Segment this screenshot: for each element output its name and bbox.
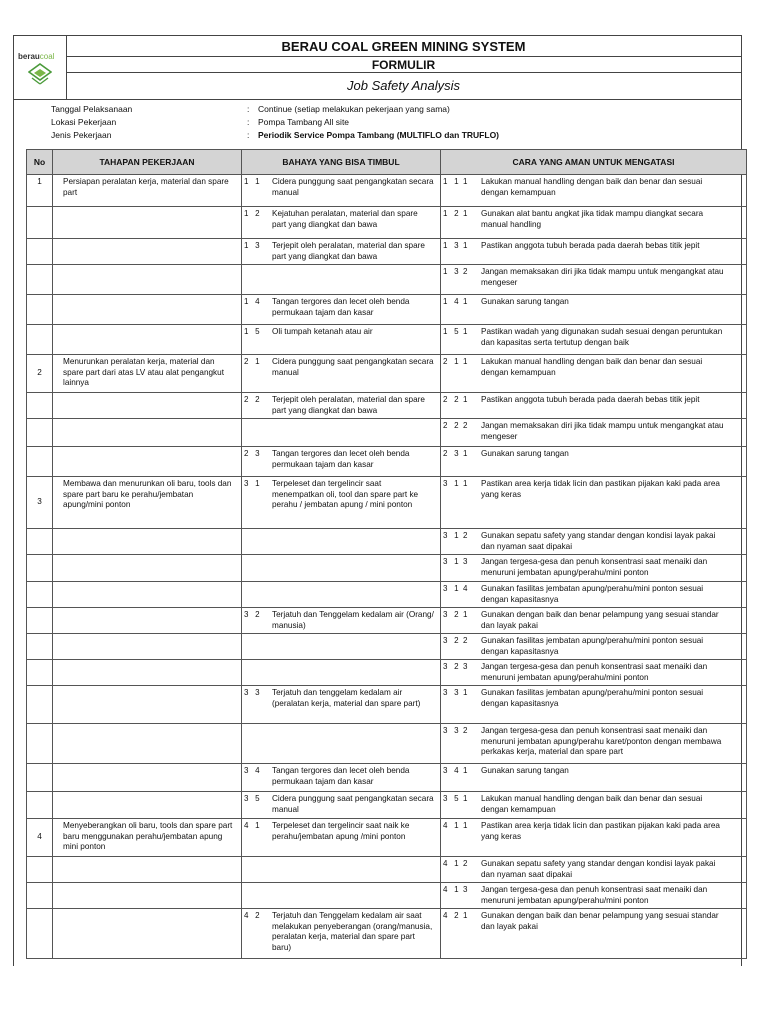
table-row [27, 857, 747, 883]
info-label: Jenis Pekerjaan [51, 130, 112, 140]
table-row [27, 724, 747, 764]
cell-hazard [242, 477, 441, 529]
hazard-index: 2 3 [244, 449, 260, 458]
cell-no [27, 239, 53, 265]
cell-hazard [242, 686, 441, 724]
control-text: Gunakan sepatu safety yang standar dengan kondisi layak pakai dan nyaman saat dipakai [481, 859, 716, 879]
cell-control [441, 295, 747, 325]
control-text: Jangan memaksakan diri jika tidak mampu untuk mengangkat atau mengeser [481, 267, 724, 287]
table-row [27, 883, 747, 909]
cell-hazard [242, 582, 441, 608]
hazard-text: Tangan tergores dan lecet oleh benda permukaan tajam dan kasar [272, 449, 410, 469]
jsa-table [26, 149, 747, 959]
cell-step [53, 477, 242, 529]
logo-wordmark [18, 52, 54, 61]
hazard-text: Terjepit oleh peralatan, material dan spare part yang diangkat dan bawa [272, 241, 425, 261]
cell-hazard [242, 175, 441, 207]
control-index: 3 2 3 [443, 662, 468, 671]
cell-hazard [242, 419, 441, 447]
control-text: Pastikan wadah yang digunakan sudah sesuai dengan peruntukan dan kapasitas serta tertutup dengan baik [481, 327, 723, 347]
control-index: 2 1 1 [443, 357, 468, 366]
cell-no [27, 325, 53, 355]
cell-control [441, 819, 747, 857]
cell-no [27, 447, 53, 477]
hazard-index: 1 3 [244, 241, 260, 250]
cell-control [441, 883, 747, 909]
form-title: Job Safety Analysis [347, 78, 460, 93]
table-row [27, 265, 747, 295]
company-title: BERAU COAL GREEN MINING SYSTEM [66, 36, 741, 57]
table-row [27, 582, 747, 608]
cell-step [53, 239, 242, 265]
hazard-index: 2 2 [244, 395, 260, 404]
cell-control [441, 447, 747, 477]
cell-step [53, 175, 242, 207]
cell-hazard [242, 634, 441, 660]
cell-no [27, 724, 53, 764]
cell-control [441, 265, 747, 295]
control-text: Gunakan dengan baik dan benar pelampung yang sesuai standar dan layak pakai [481, 911, 719, 931]
control-text: Pastikan anggota tubuh berada pada daerah bebas titik jepit [481, 241, 700, 250]
cell-no [27, 686, 53, 724]
logo-text-main: berau [18, 52, 40, 61]
col-header-step: TAHAPAN PEKERJAAN [53, 150, 242, 175]
cell-no [27, 265, 53, 295]
cell-hazard [242, 883, 441, 909]
cell-step [53, 764, 242, 792]
hazard-text: Cidera punggung saat pengangkatan secara manual [272, 794, 434, 814]
hazard-text: Tangan tergores dan lecet oleh benda permukaan tajam dan kasar [272, 766, 410, 786]
control-text: Jangan tergesa-gesa dan penuh konsentrasi saat menaiki dan menuruni jembatan apung/perahu/mini ponton [481, 885, 708, 905]
control-text: Gunakan fasilitas jembatan apung/perahu/mini ponton sesuai dengan kapasitasnya [481, 688, 704, 708]
control-index: 1 1 1 [443, 177, 468, 186]
cell-no [27, 555, 53, 582]
info-colon: : [247, 130, 250, 140]
cell-control [441, 207, 747, 239]
control-index: 3 1 2 [443, 531, 468, 540]
info-colon: : [247, 117, 250, 127]
table-row [27, 634, 747, 660]
control-index: 1 3 1 [443, 241, 468, 250]
cell-no [27, 608, 53, 634]
hazard-text: Cidera punggung saat pengangkatan secara manual [272, 177, 434, 197]
cell-no [27, 857, 53, 883]
cell-control [441, 764, 747, 792]
logo-text-accent: coal [39, 52, 55, 61]
cell-step [53, 724, 242, 764]
table-body [27, 175, 747, 959]
cell-control [441, 686, 747, 724]
hazard-index: 3 3 [244, 688, 260, 697]
control-index: 4 2 1 [443, 911, 468, 920]
cell-step [53, 634, 242, 660]
cell-no [27, 582, 53, 608]
cell-step [53, 393, 242, 419]
cell-hazard [242, 295, 441, 325]
control-text: Pastikan area kerja tidak licin dan pastikan pijakan kaki pada area yang keras [481, 479, 720, 499]
control-index: 4 1 3 [443, 885, 468, 894]
hazard-text: Kejatuhan peralatan, material dan spare part yang diangkat dan bawa [272, 209, 418, 229]
control-index: 3 3 1 [443, 688, 468, 697]
cell-control [441, 239, 747, 265]
berau-logo-icon [28, 63, 52, 85]
hazard-text: Terjepit oleh peralatan, material dan spare part yang diangkat dan bawa [272, 395, 425, 415]
info-colon: : [247, 104, 250, 114]
cell-hazard [242, 764, 441, 792]
cell-step [53, 325, 242, 355]
cell-hazard [242, 355, 441, 393]
jsa-form-sheet [13, 35, 742, 966]
table-row [27, 419, 747, 447]
info-value: Continue (setiap melakukan pekerjaan yang sama) [258, 104, 450, 114]
control-text: Lakukan manual handling dengan baik dan benar dan sesuai dengan kemampuan [481, 177, 703, 197]
hazard-index: 3 5 [244, 794, 260, 803]
control-index: 4 1 1 [443, 821, 468, 830]
table-row [27, 792, 747, 819]
hazard-index: 1 1 [244, 177, 260, 186]
cell-step [53, 660, 242, 686]
control-index: 1 5 1 [443, 327, 468, 336]
hazard-text: Terpeleset dan tergelincir saat naik ke perahu/jembatan apung /mini ponton [272, 821, 410, 841]
cell-hazard [242, 265, 441, 295]
control-text: Gunakan sarung tangan [481, 297, 569, 306]
cell-step [53, 792, 242, 819]
hazard-text: Terpeleset dan tergelincir saat menempatkan oli, tool dan spare part ke perahu / jembatan apung / mini ponton [272, 479, 419, 509]
control-text: Gunakan dengan baik dan benar pelampung yang sesuai standar dan layak pakai [481, 610, 719, 630]
step-text: Menyeberangkan oli baru, tools dan spare part baru menggunakan perahu/jembatan apung mini ponton [63, 821, 233, 851]
table-row [27, 608, 747, 634]
cell-hazard [242, 660, 441, 686]
cell-control [441, 477, 747, 529]
cell-no [27, 419, 53, 447]
table-row [27, 393, 747, 419]
hazard-index: 4 1 [244, 821, 260, 830]
control-text: Jangan tergesa-gesa dan penuh konsentrasi saat menaiki dan menuruni jembatan apung/perahu karet/ponton dengan membawa perkakas kerja, material dan spare part [481, 726, 722, 756]
hazard-text: Terjatuh dan tenggelam kedalam air (peralatan kerja, material dan spare part) [272, 688, 421, 708]
cell-no [27, 529, 53, 555]
cell-hazard [242, 239, 441, 265]
control-index: 1 2 1 [443, 209, 468, 218]
cell-step [53, 857, 242, 883]
cell-step [53, 686, 242, 724]
table-row [27, 207, 747, 239]
control-index: 3 5 1 [443, 794, 468, 803]
cell-no [27, 295, 53, 325]
cell-no [27, 883, 53, 909]
cell-step [53, 819, 242, 857]
control-text: Gunakan fasilitas jembatan apung/perahu/mini ponton sesuai dengan kapasitasnya [481, 636, 704, 656]
hazard-text: Terjatuh dan Tenggelam kedalam air saat melakukan penyeberangan (orang/manusia, peralatan kerja, material dan spare part baru) [272, 911, 433, 952]
cell-step [53, 529, 242, 555]
cell-no [27, 792, 53, 819]
info-row-job-type [14, 130, 741, 143]
control-index: 3 1 3 [443, 557, 468, 566]
hazard-text: Cidera punggung saat pengangkatan secara manual [272, 357, 434, 377]
control-index: 3 3 2 [443, 726, 468, 735]
cell-hazard [242, 207, 441, 239]
company-logo [14, 36, 67, 99]
cell-control [441, 555, 747, 582]
step-text: Membawa dan menurunkan oli baru, tools dan spare part baru ke perahu/jembatan apung/mini ponton [63, 479, 232, 509]
table-row [27, 447, 747, 477]
cell-hazard [242, 792, 441, 819]
cell-no [27, 207, 53, 239]
control-text: Gunakan sepatu safety yang standar dengan kondisi layak pakai dan nyaman saat dipakai [481, 531, 716, 551]
control-index: 3 1 1 [443, 479, 468, 488]
control-index: 3 4 1 [443, 766, 468, 775]
hazard-index: 1 2 [244, 209, 260, 218]
control-text: Pastikan anggota tubuh berada pada daerah bebas titik jepit [481, 395, 700, 404]
hazard-text: Terjatuh dan Tenggelam kedalam air (Orang/ manusia) [272, 610, 434, 630]
hazard-text: Tangan tergores dan lecet oleh benda permukaan tajam dan kasar [272, 297, 410, 317]
cell-no [27, 909, 53, 959]
control-text: Jangan tergesa-gesa dan penuh konsentrasi saat menaiki dan menuruni jembatan apung/perahu/mini ponton [481, 557, 708, 577]
cell-control [441, 325, 747, 355]
control-index: 3 2 1 [443, 610, 468, 619]
table-row [27, 660, 747, 686]
step-text: Persiapan peralatan kerja, material dan spare part [63, 177, 229, 197]
cell-hazard [242, 724, 441, 764]
control-index: 4 1 2 [443, 859, 468, 868]
cell-control [441, 419, 747, 447]
cell-no: 1 [27, 175, 53, 207]
table-row [27, 477, 747, 529]
table-row [27, 555, 747, 582]
control-text: Pastikan area kerja tidak licin dan pastikan pijakan kaki pada area yang keras [481, 821, 720, 841]
cell-control [441, 792, 747, 819]
control-index: 3 2 2 [443, 636, 468, 645]
table-row [27, 175, 747, 207]
cell-step [53, 909, 242, 959]
control-index: 3 1 4 [443, 584, 468, 593]
form-header [14, 36, 741, 100]
col-header-hazard: BAHAYA YANG BISA TIMBUL [242, 150, 441, 175]
cell-step [53, 265, 242, 295]
cell-no [27, 393, 53, 419]
cell-hazard [242, 325, 441, 355]
cell-step [53, 883, 242, 909]
cell-hazard [242, 909, 441, 959]
cell-hazard [242, 555, 441, 582]
cell-hazard [242, 608, 441, 634]
cell-step [53, 295, 242, 325]
cell-step [53, 608, 242, 634]
cell-no [27, 660, 53, 686]
cell-control [441, 529, 747, 555]
cell-step [53, 447, 242, 477]
table-row [27, 325, 747, 355]
hazard-index: 3 2 [244, 610, 260, 619]
control-text: Gunakan sarung tangan [481, 766, 569, 775]
cell-no: 2 [27, 355, 53, 393]
cell-control [441, 393, 747, 419]
table-row [27, 529, 747, 555]
cell-step [53, 419, 242, 447]
hazard-index: 1 4 [244, 297, 260, 306]
cell-hazard [242, 393, 441, 419]
cell-hazard [242, 447, 441, 477]
info-value: Periodik Service Pompa Tambang (MULTIFLO dan TRUFLO) [258, 130, 500, 140]
control-text: Jangan memaksakan diri jika tidak mampu untuk mengangkat atau mengeser [481, 421, 724, 441]
control-index: 2 3 1 [443, 449, 468, 458]
info-label: Tanggal Pelaksanaan [51, 104, 133, 114]
cell-hazard [242, 819, 441, 857]
control-text: Jangan tergesa-gesa dan penuh konsentrasi saat menaiki dan menuruni jembatan apung/perahu/mini ponton [481, 662, 708, 682]
hazard-index: 1 5 [244, 327, 260, 336]
cell-control [441, 355, 747, 393]
col-header-control: CARA YANG AMAN UNTUK MENGATASI [441, 150, 747, 175]
cell-control [441, 857, 747, 883]
info-value: Pompa Tambang All site [258, 117, 350, 127]
table-row [27, 764, 747, 792]
info-label: Lokasi Pekerjaan [51, 117, 117, 127]
cell-hazard [242, 857, 441, 883]
table-row [27, 686, 747, 724]
hazard-index: 4 2 [244, 911, 260, 920]
cell-step [53, 207, 242, 239]
info-row-date [14, 104, 741, 117]
cell-no: 4 [27, 819, 53, 857]
control-index: 2 2 1 [443, 395, 468, 404]
cell-control [441, 909, 747, 959]
control-text: Lakukan manual handling dengan baik dan benar dan sesuai dengan kemampuan [481, 794, 703, 814]
table-header-row [27, 150, 747, 175]
hazard-index: 2 1 [244, 357, 260, 366]
control-index: 2 2 2 [443, 421, 468, 430]
cell-control [441, 634, 747, 660]
control-text: Gunakan alat bantu angkat jika tidak mampu diangkat secara manual handling [481, 209, 704, 229]
cell-no [27, 634, 53, 660]
cell-step [53, 582, 242, 608]
control-text: Gunakan sarung tangan [481, 449, 569, 458]
cell-no: 3 [27, 477, 53, 529]
cell-step [53, 555, 242, 582]
cell-control [441, 175, 747, 207]
control-text: Gunakan fasilitas jembatan apung/perahu/mini ponton sesuai dengan kapasitasnya [481, 584, 704, 604]
cell-control [441, 660, 747, 686]
hazard-text: Oli tumpah ketanah atau air [272, 327, 373, 336]
cell-control [441, 724, 747, 764]
table-row [27, 239, 747, 265]
step-text: Menurunkan peralatan kerja, material dan spare part dari atas LV atau alat pengangkut lainnya [63, 357, 224, 387]
table-row [27, 295, 747, 325]
table-row [27, 819, 747, 857]
cell-control [441, 608, 747, 634]
hazard-index: 3 1 [244, 479, 260, 488]
form-label: FORMULIR [66, 57, 741, 73]
hazard-index: 3 4 [244, 766, 260, 775]
control-text: Lakukan manual handling dengan baik dan benar dan sesuai dengan kemampuan [481, 357, 703, 377]
cell-hazard [242, 529, 441, 555]
control-index: 1 3 2 [443, 267, 468, 276]
info-row-location [14, 117, 741, 130]
table-row [27, 909, 747, 959]
cell-control [441, 582, 747, 608]
table-row [27, 355, 747, 393]
cell-no [27, 764, 53, 792]
col-header-no: No [27, 150, 53, 175]
control-index: 1 4 1 [443, 297, 468, 306]
cell-step [53, 355, 242, 393]
